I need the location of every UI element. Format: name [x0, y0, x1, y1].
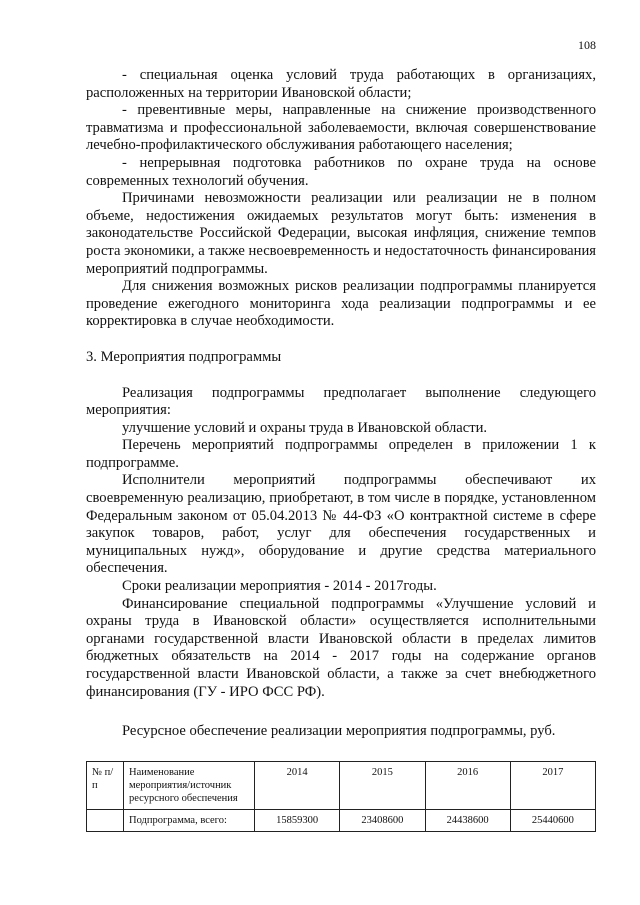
- paragraph: Финансирование специальной подпрограммы «Улучшение условий и охраны труда в Ивановской области» осуществляется исполнительными органами государственной власти Ивановской области в пределах лимитов бюджетных обязательств на 2014 - 2017 годы на содержание органов государственной власти Ивановской области, а также за счет внебюджетного финансирования (ГУ - ИРО ФСС РФ).: [86, 595, 596, 700]
- paragraph: Перечень мероприятий подпрограммы определен в приложении 1 к подпрограмме.: [86, 437, 596, 471]
- resources-table: [86, 761, 596, 832]
- paragraph: улучшение условий и охраны труда в Ивановской области.: [122, 419, 488, 436]
- header-cell-name: Наименование мероприятия/источник ресурсного обеспечения: [124, 761, 255, 809]
- header-cell-2015: 2015: [340, 761, 425, 809]
- row-cell-2015: 23408600: [340, 809, 425, 831]
- paragraph: Сроки реализации мероприятия - 2014 - 2017годы.: [122, 578, 437, 595]
- table-header-row: [87, 761, 596, 809]
- header-cell-2017: 2017: [510, 761, 595, 809]
- paragraphs-before: [86, 67, 596, 331]
- body-text: [86, 67, 596, 832]
- header-cell-number: № п/п: [87, 761, 124, 809]
- page-number: 108: [578, 38, 596, 52]
- row-cell-name: Подпрограмма, всего:: [124, 809, 255, 831]
- row-cell-2016: 24438600: [425, 809, 510, 831]
- paragraph: Для снижения возможных рисков реализации подпрограммы планируется проведение ежегодного мониторинга хода реализации подпрограммы и ее корректировка в случае необходимости.: [86, 278, 596, 330]
- paragraph: - непрерывная подготовка работников по охране труда на основе современных технологий обучения.: [86, 154, 596, 189]
- header-cell-2014: 2014: [255, 761, 340, 809]
- paragraph: Причинами невозможности реализации или реализации не в полном объеме, недостижения ожидаемых результатов могут быть: изменения в законодательстве Российской Федерации, высокая инфляция, снижение темпов роста экономики, а также несвоевременность и недостаточность финансирования мероприятий подпрограммы.: [86, 190, 596, 277]
- table-row: [87, 809, 596, 831]
- section-title: 3. Мероприятия подпрограммы: [86, 348, 282, 365]
- paragraphs-after: [86, 385, 596, 702]
- header-cell-2016: 2016: [425, 761, 510, 809]
- row-cell-number: [87, 809, 124, 831]
- row-cell-2014: 15859300: [255, 809, 340, 831]
- paragraph: - превентивные меры, направленные на снижение производственного травматизма и профессиональной заболеваемости, включая совершенствование лечебно-профилактического обслуживания работающего населения;: [86, 102, 596, 154]
- paragraph: - специальная оценка условий труда работающих в организациях, расположенных на территории Ивановской области;: [86, 67, 596, 101]
- paragraph: Реализация подпрограммы предполагает выполнение следующего мероприятия:: [86, 384, 596, 419]
- paragraph: Исполнители мероприятий подпрограммы обеспечивают их своевременную реализацию, приобретают, в том числе в порядке, установленном Федеральным законом от 05.04.2013 № 44-ФЗ «О контрактной системе в сфере закупок товаров, работ, услуг для обеспечения государственных и муниципальных нужд», оборудование и другие средства материального обеспечения.: [86, 472, 596, 577]
- table-caption: Ресурсное обеспечение реализации мероприятия подпрограммы, руб.: [122, 723, 556, 740]
- row-cell-2017: 25440600: [510, 809, 595, 831]
